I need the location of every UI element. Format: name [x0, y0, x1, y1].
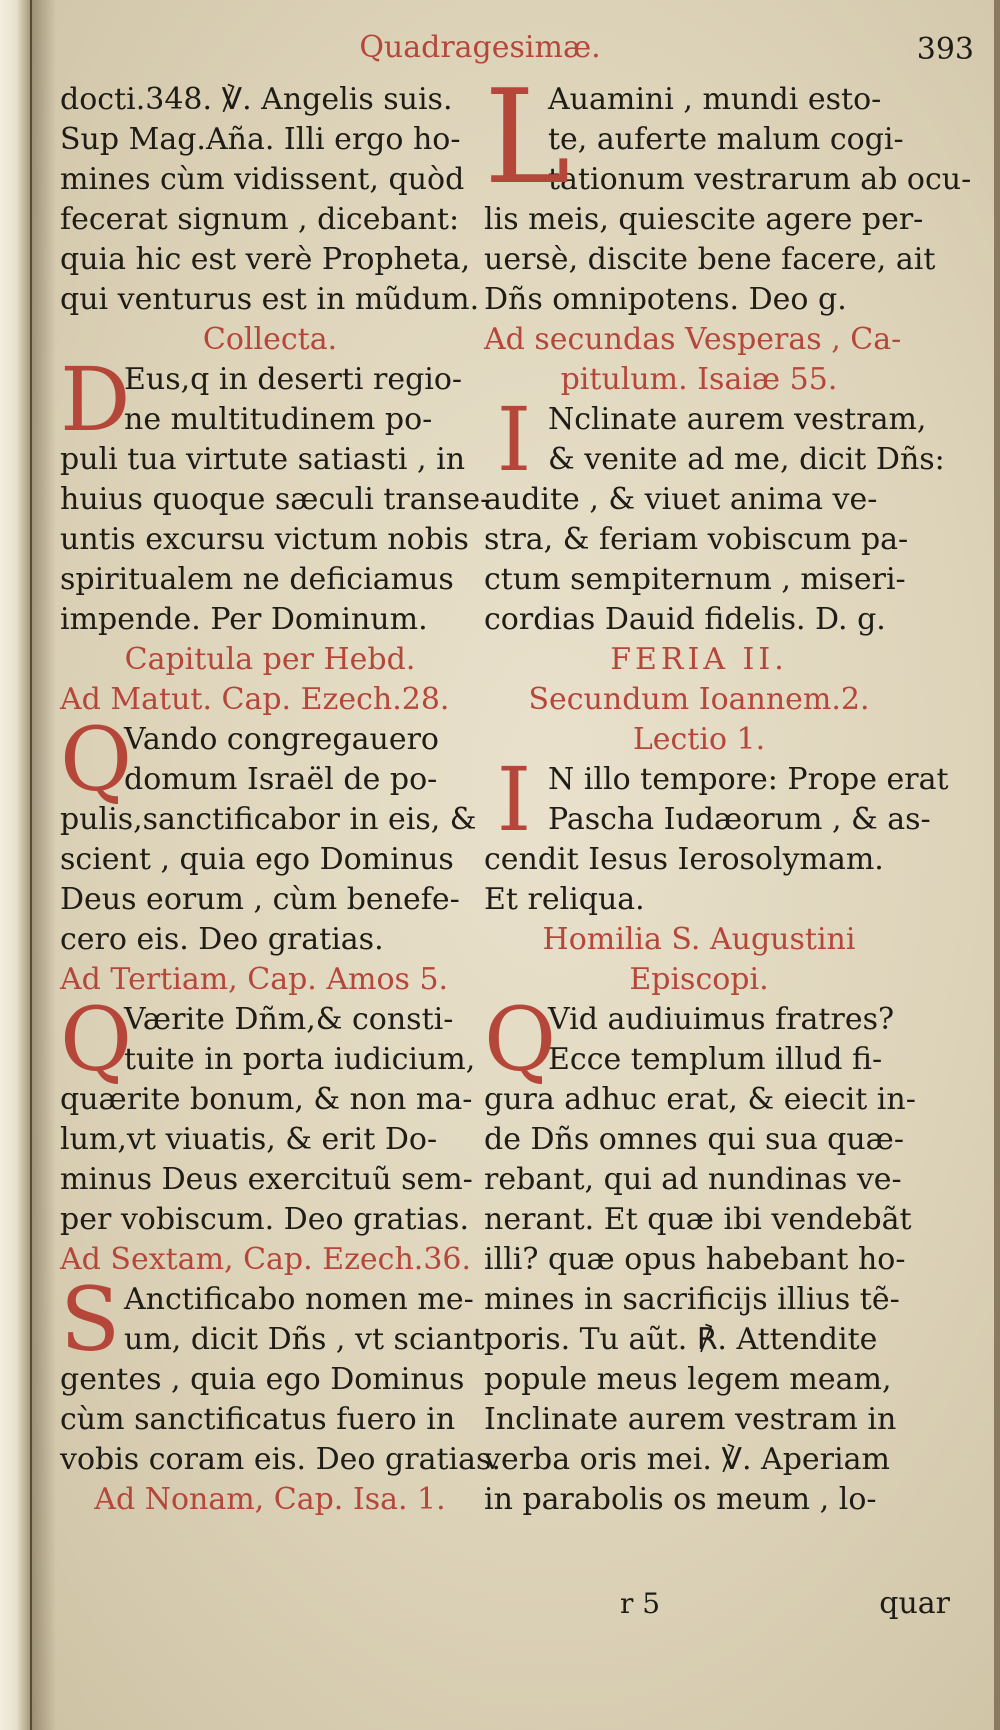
text-line: Eus,q in deserti regio-: [124, 362, 463, 397]
lectio-heading: Lectio 1.: [632, 722, 766, 757]
text-line: te, auferte malum cogi-: [548, 122, 904, 157]
right-column: [484, 61, 972, 1520]
text-line: cero eis. Deo gratias.: [60, 922, 384, 957]
text-line: ne multitudinem po-: [124, 402, 433, 437]
text-line: Et reliqua.: [484, 882, 645, 917]
text-line: impende. Per Dominum.: [60, 602, 428, 637]
intro-block: [60, 80, 480, 320]
left-column: [60, 80, 501, 1520]
nonam-section: [484, 61, 972, 320]
text-line: spiritualem ne deficiamus: [60, 562, 454, 597]
text-line: Ecce templum illud fi-: [548, 1042, 883, 1077]
text-line: gura adhuc erat, & eiecit in-: [484, 1082, 916, 1117]
text-line: scient , quia ego Dominus: [60, 842, 454, 877]
sextam-section: [60, 1268, 501, 1480]
text-line: tationum vestrarum ab ocu-: [548, 162, 972, 197]
drop-cap-initial: Q: [60, 708, 133, 811]
text-line: minus Deus exercituũ sem-: [60, 1162, 473, 1197]
vesperas-section: [484, 388, 945, 640]
text-line: Anctificabo nomen me-: [124, 1282, 474, 1317]
text-line: untis excursu victum nobis: [60, 522, 469, 557]
text-line: mines in sacrificijs illius tẽ-: [484, 1282, 900, 1317]
text-line: Vando congregauero: [124, 722, 439, 757]
text-line: lis meis, quiescite agere per-: [484, 202, 924, 237]
text-line: fecerat signum , dicebant:: [60, 202, 460, 237]
text-line: & venite ad me, dicit Dñs:: [548, 442, 945, 477]
text-line: mines cùm vidissent, quòd: [60, 162, 465, 197]
text-line: in parabolis os meum , lo-: [484, 1482, 877, 1517]
text-line: ctum sempiternum , miseri-: [484, 562, 906, 597]
collecta-section: [60, 348, 491, 640]
text-line: cùm sanctificatus fuero in: [60, 1402, 456, 1437]
text-line: Værite Dñm,& consti-: [124, 1002, 454, 1037]
text-line: de Dñs omnes qui sua quæ-: [484, 1122, 904, 1157]
text-line: pulis,sanctificabor in eis, &: [60, 802, 477, 837]
text-line: illi? quæ opus habebant ho-: [484, 1242, 906, 1277]
text-line: lum,vt viuatis, & erit Do-: [60, 1122, 438, 1157]
vesperas-heading-continued: pitulum. Isaiæ 55.: [560, 362, 838, 397]
homilia-heading: Homilia S. Augustini: [542, 922, 856, 957]
text-line: tuite in porta iudicium,: [124, 1042, 476, 1077]
text-line: um, dicit Dñs , vt sciant: [124, 1322, 485, 1357]
text-line: audite , & viuet anima ve-: [484, 482, 878, 517]
text-line: N illo tempore: Prope erat: [548, 762, 949, 797]
running-head: Quadragesimæ.: [359, 30, 601, 65]
text-line: Nclinate aurem vestram,: [548, 402, 927, 437]
drop-cap-initial: I: [496, 388, 532, 491]
feria-heading: FERIA II.: [610, 642, 788, 677]
folio-number: 393: [916, 32, 974, 67]
drop-cap-initial: Q: [60, 988, 133, 1091]
text-line: Pascha Iudæorum , & as-: [548, 802, 931, 837]
capitula-heading: Capitula per Hebd.: [124, 642, 416, 677]
text-line: verba oris mei. ℣. Aperiam: [484, 1442, 890, 1477]
text-line: Vid audiuimus fratres?: [548, 1002, 895, 1037]
ioannem-heading: Secundum Ioannem.2.: [528, 682, 870, 717]
text-line: docti.348. ℣. Angelis suis.: [60, 82, 453, 117]
text-line: stra, & feriam vobiscum pa-: [484, 522, 909, 557]
text-line: per vobiscum. Deo gratias.: [60, 1202, 469, 1237]
text-line: Auamini , mundi esto-: [548, 82, 882, 117]
text-line: Dñs omnipotens. Deo g.: [484, 282, 847, 317]
tertiam-heading: Ad Tertiam, Cap. Amos 5.: [60, 962, 449, 997]
text-line: puli tua virtute satiasti , in: [60, 442, 466, 477]
text-line: gentes , quia ego Dominus: [60, 1362, 465, 1397]
text-line: Inclinate aurem vestram in: [484, 1402, 897, 1437]
text-line: nerant. Et quæ ibi vendebãt: [484, 1202, 912, 1237]
drop-cap-initial: S: [60, 1268, 121, 1371]
lectio-section: [484, 748, 949, 920]
matutinum-heading: Ad Matut. Cap. Ezech.28.: [60, 682, 450, 717]
catchword: quar: [879, 1586, 950, 1621]
homilia-heading-continued: Episcopi.: [629, 962, 769, 997]
collecta-heading: Collecta.: [202, 322, 338, 357]
text-line: cordias Dauid fidelis. D. g.: [484, 602, 886, 637]
matutinum-section: [60, 708, 480, 960]
text-line: huius quoque sæculi transe-: [60, 482, 491, 517]
text-line: poris. Tu aũt. ℟. Attendite: [484, 1322, 878, 1357]
vesperas-heading: Ad secundas Vesperas , Ca-: [484, 322, 902, 357]
text-line: Sup Mag.Aña. Illi ergo ho-: [60, 122, 461, 157]
sextam-heading: Ad Sextam, Cap. Ezech.36.: [60, 1242, 472, 1277]
text-line: quia hic est verè Propheta,: [60, 242, 471, 277]
drop-cap-initial: Q: [484, 988, 557, 1091]
page-edge: [994, 0, 1000, 1730]
tertiam-section: [60, 988, 480, 1240]
nonam-heading: Ad Nonam, Cap. Isa. 1.: [94, 1482, 446, 1517]
drop-cap-initial: D: [60, 348, 131, 451]
gutter-shadow: [30, 0, 56, 1730]
text-line: vobis coram eis. Deo gratias.: [60, 1442, 501, 1477]
homilia-section: [484, 988, 916, 1520]
text-line: quærite bonum, & non ma-: [60, 1082, 473, 1117]
text-line: rebant, qui ad nundinas ve-: [484, 1162, 902, 1197]
drop-cap-initial: L: [484, 61, 571, 213]
signature-mark: r 5: [620, 1587, 661, 1620]
text-line: popule meus legem meam,: [484, 1362, 892, 1397]
text-line: qui venturus est in mũdum.: [60, 282, 480, 317]
text-line: domum Israël de po-: [124, 762, 438, 797]
drop-cap-initial: I: [496, 748, 532, 851]
text-line: Deus eorum , cùm benefe-: [60, 882, 460, 917]
book-spine: [0, 0, 32, 1730]
text-line: uersè, discite bene facere, ait: [484, 242, 936, 277]
text-line: cendit Iesus Ierosolymam.: [484, 842, 884, 877]
